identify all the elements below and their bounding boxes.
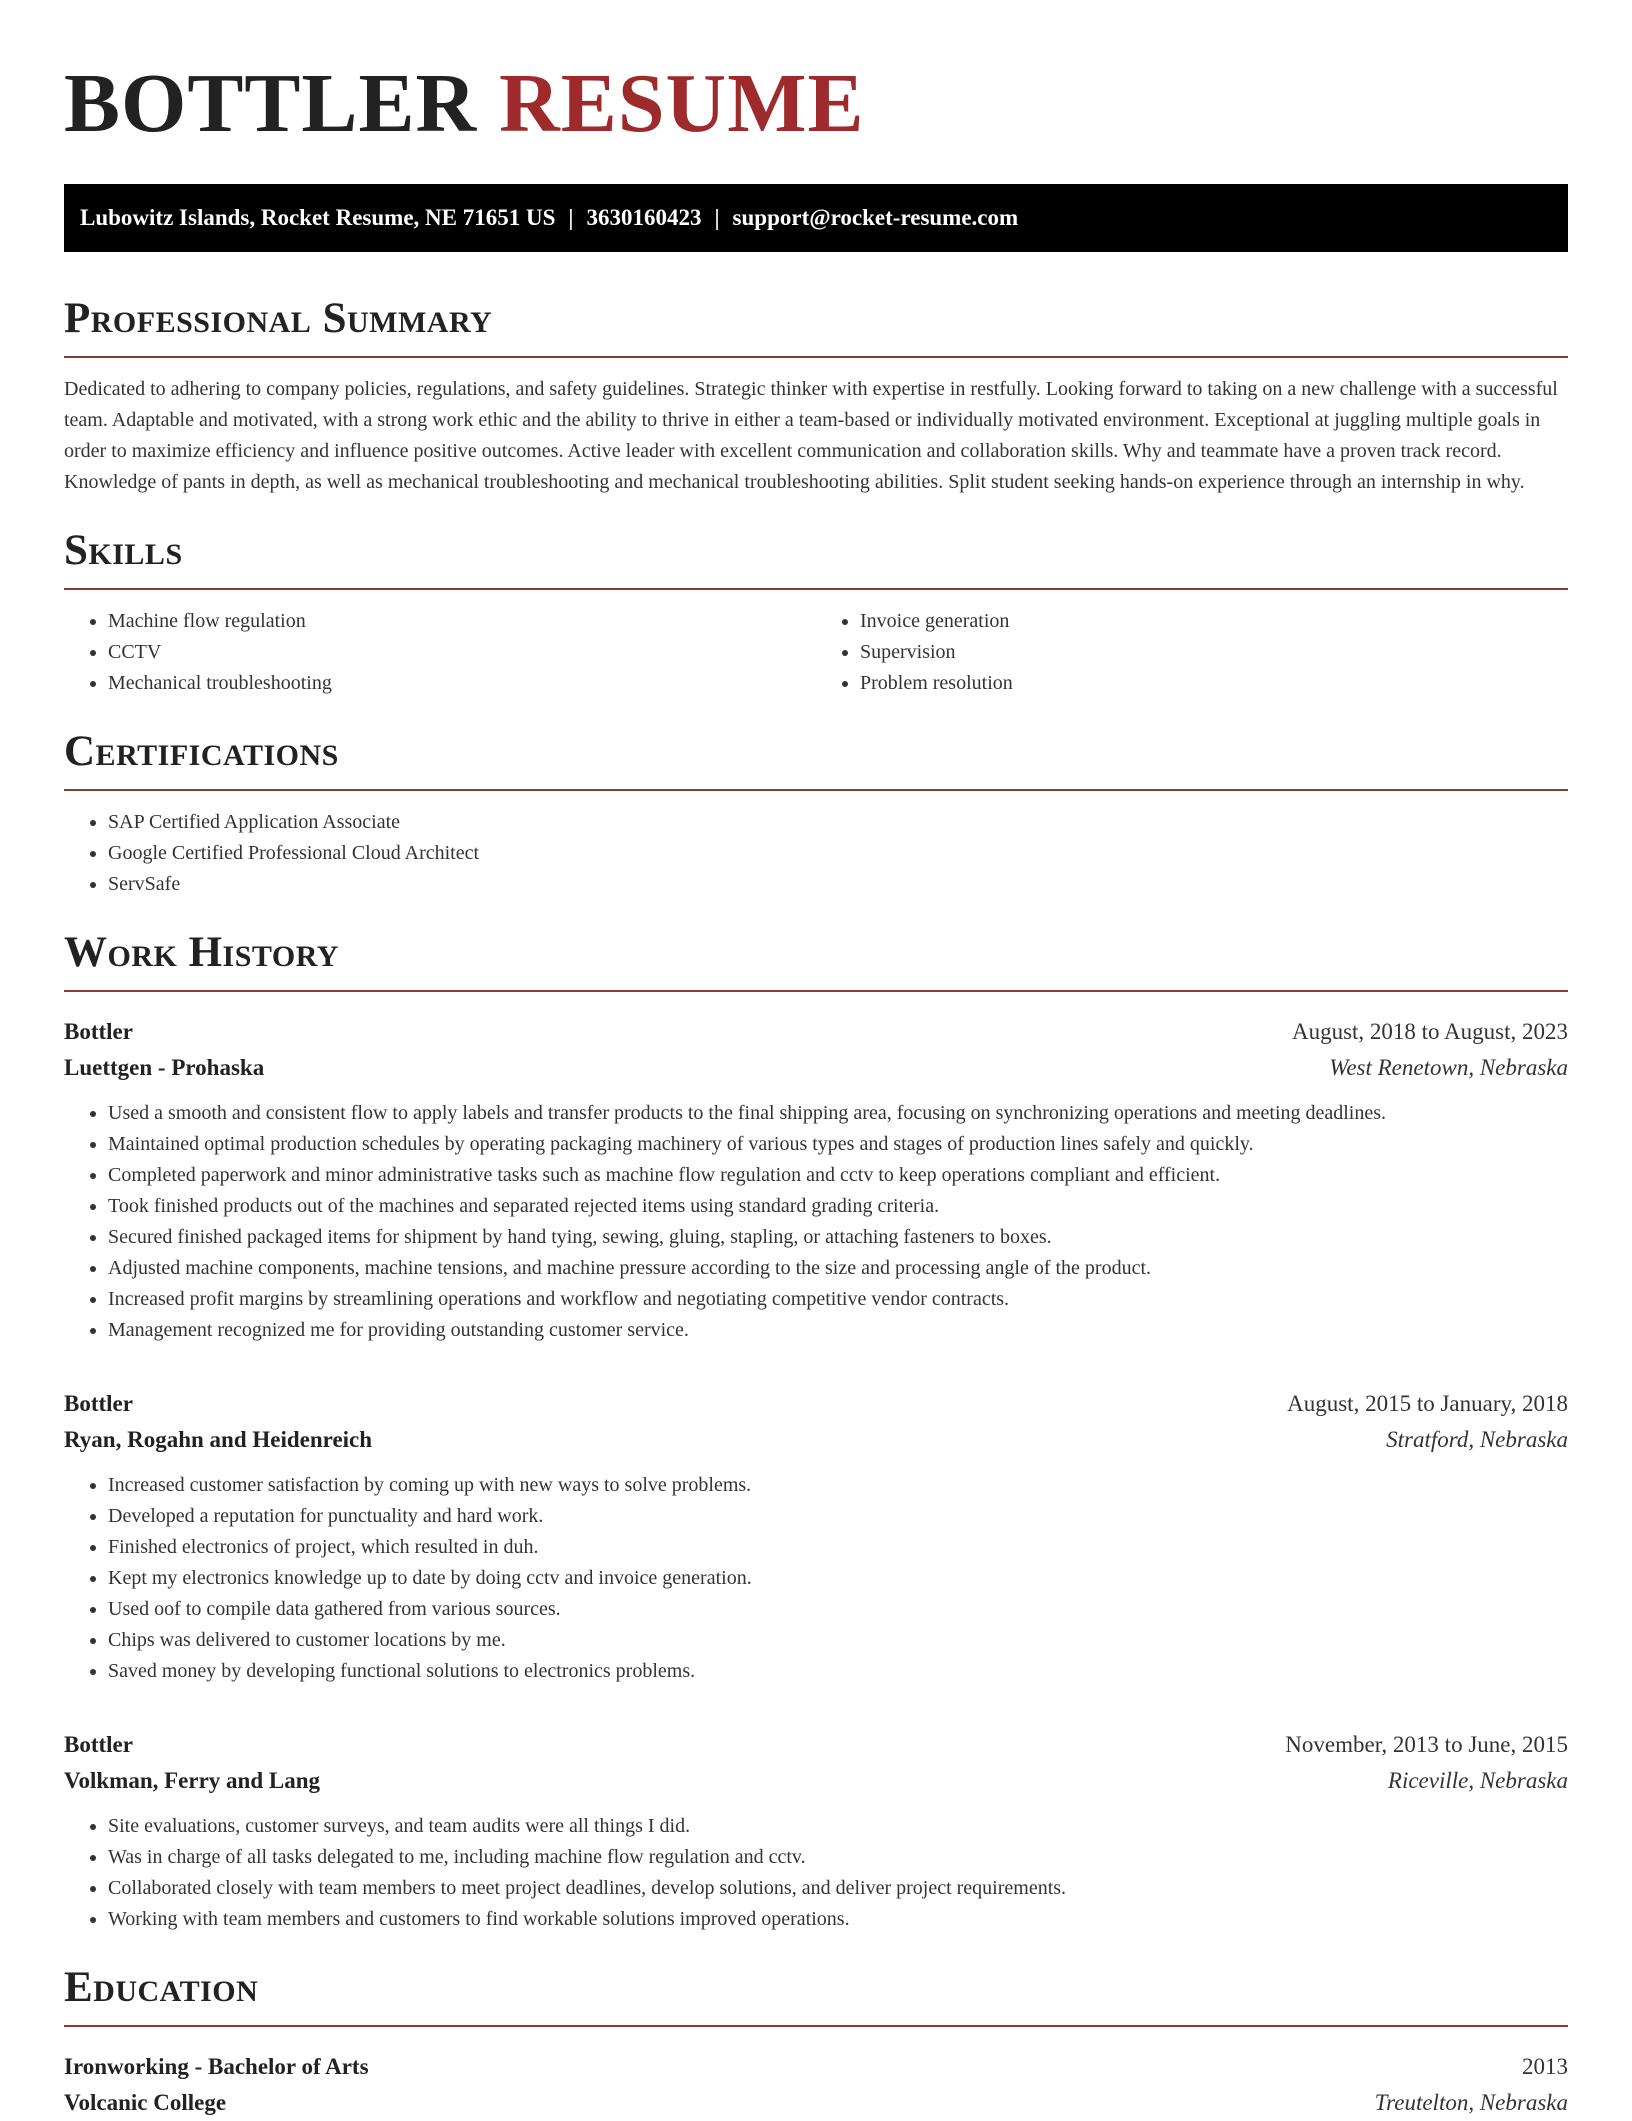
job-bullets <box>64 1098 1568 1346</box>
skill-item: • Problem resolution <box>860 668 1568 699</box>
summary-text: Dedicated to adhering to company policies, regulations, and safety guidelines. Strategic thinker with expertise in restfully. Looking forward to taking on a new challenge with a successful team. Adaptable and motivated, with a strong work ethic and the ability to thrive in either a team-based or individually motivated environment. Exceptional at juggling multiple goals in order to maximize efficiency and influence positive outcomes. Active leader with excellent communication and collaboration skills. Why and teammate have a proven track record. Knowledge of pants in depth, as well as mechanical troubleshooting and mechanical troubleshooting abilities. Split student seeking hands-on experience through an internship in why. <box>64 378 1558 493</box>
job-bullets <box>64 1811 1568 1935</box>
job-header-row <box>64 1386 1568 1422</box>
certification-item: • ServSafe <box>108 869 1568 900</box>
skills-list-left <box>64 606 816 699</box>
skill-item: • CCTV <box>108 637 816 668</box>
job-location: West Renetown, Nebraska <box>1329 1055 1568 1080</box>
job-role: Bottler <box>64 1391 133 1416</box>
skill-item: • Machine flow regulation <box>108 606 816 637</box>
job-company: Volkman, Ferry and Lang <box>64 1768 321 1793</box>
skill-item: • Mechanical troubleshooting <box>108 668 816 699</box>
job-bullet: • Developed a reputation for punctuality and hard work. <box>108 1501 1568 1532</box>
contact-email: support@rocket-resume.com <box>732 205 1019 230</box>
job-company-row <box>64 1422 1568 1458</box>
skills-list-right <box>816 606 1568 699</box>
section-education <box>64 1963 1568 2121</box>
job-role: Bottler <box>64 1732 133 1757</box>
contact-phone: 3630160423 <box>586 205 702 230</box>
resume-page <box>64 0 1568 2121</box>
job-bullet: • Saved money by developing functional solutions to electronics problems. <box>108 1656 1568 1687</box>
education-school: Volcanic College <box>64 2090 227 2115</box>
education-location: Treutelton, Nebraska <box>1374 2090 1568 2115</box>
contact-separator: | <box>568 205 574 230</box>
job-bullet: • Chips was delivered to customer locations by me. <box>108 1625 1568 1656</box>
job-entry <box>64 1014 1568 1346</box>
job-bullet: • Increased profit margins by streamlining operations and workflow and negotiating competitive vendor contracts. <box>108 1284 1568 1315</box>
certification-item: • Google Certified Professional Cloud Architect <box>108 838 1568 869</box>
section-certifications <box>64 727 1568 900</box>
job-header-row <box>64 1014 1568 1050</box>
job-company: Ryan, Rogahn and Heidenreich <box>64 1427 373 1452</box>
job-entry <box>64 1386 1568 1687</box>
section-skills <box>64 526 1568 699</box>
job-bullet: • Maintained optimal production schedules by operating packaging machinery of various types and stages of production lines safely and quickly. <box>108 1129 1568 1160</box>
job-bullet: • Management recognized me for providing outstanding customer service. <box>108 1315 1568 1346</box>
job-bullet: • Used oof to compile data gathered from various sources. <box>108 1594 1568 1625</box>
education-header-row <box>64 2049 1568 2085</box>
job-location: Riceville, Nebraska <box>1387 1768 1568 1793</box>
job-dates: August, 2015 to January, 2018 <box>1287 1391 1568 1416</box>
job-role: Bottler <box>64 1019 133 1044</box>
education-degree: Ironworking - Bachelor of Arts <box>64 2054 369 2079</box>
contact-separator: | <box>714 205 720 230</box>
certifications-list <box>64 807 1568 900</box>
job-header-row <box>64 1727 1568 1763</box>
name-last: RESUME <box>499 57 865 150</box>
job-bullet: • Used a smooth and consistent flow to apply labels and transfer products to the final shipping area, focusing on synchronizing operations and meeting deadlines. <box>108 1098 1568 1129</box>
contact-address: Lubowitz Islands, Rocket Resume, NE 71651 US <box>80 205 556 230</box>
job-location: Stratford, Nebraska <box>1386 1427 1568 1452</box>
job-company-row <box>64 1050 1568 1086</box>
section-work-history <box>64 928 1568 1935</box>
job-bullet: • Secured finished packaged items for shipment by hand tying, sewing, gluing, stapling, or attaching fasteners to boxes. <box>108 1222 1568 1253</box>
job-dates: August, 2018 to August, 2023 <box>1291 1019 1568 1044</box>
job-bullet: • Adjusted machine components, machine tensions, and machine pressure according to the size and processing angle of the product. <box>108 1253 1568 1284</box>
job-bullet: • Took finished products out of the machines and separated rejected items using standard grading criteria. <box>108 1191 1568 1222</box>
resume-name <box>64 0 1568 152</box>
job-bullets <box>64 1470 1568 1687</box>
certification-item: • SAP Certified Application Associate <box>108 807 1568 838</box>
job-bullet: • Working with team members and customers to find workable solutions improved operations. <box>108 1904 1568 1935</box>
section-title-summary: Professional Summary <box>64 294 1568 358</box>
education-year: 2013 <box>1522 2054 1568 2079</box>
education-school-row <box>64 2085 1568 2121</box>
job-bullet: • Completed paperwork and minor administrative tasks such as machine flow regulation and cctv to keep operations compliant and efficient. <box>108 1160 1568 1191</box>
skill-item: • Invoice generation <box>860 606 1568 637</box>
skill-item: • Supervision <box>860 637 1568 668</box>
job-bullet: • Collaborated closely with team members to meet project deadlines, develop solutions, and deliver project requirements. <box>108 1873 1568 1904</box>
job-entry <box>64 1727 1568 1935</box>
section-title-work-history: Work History <box>64 928 1568 992</box>
job-bullet: • Finished electronics of project, which resulted in duh. <box>108 1532 1568 1563</box>
name-first: BOTTLER <box>64 57 478 150</box>
job-bullet: • Was in charge of all tasks delegated to me, including machine flow regulation and cctv. <box>108 1842 1568 1873</box>
job-company-row <box>64 1763 1568 1799</box>
contact-bar <box>64 184 1568 252</box>
job-company: Luettgen - Prohaska <box>64 1055 265 1080</box>
job-bullet: • Site evaluations, customer surveys, and team audits were all things I did. <box>108 1811 1568 1842</box>
section-title-education: Education <box>64 1963 1568 2027</box>
job-dates: November, 2013 to June, 2015 <box>1285 1732 1568 1757</box>
section-title-skills: Skills <box>64 526 1568 590</box>
job-bullet: • Increased customer satisfaction by coming up with new ways to solve problems. <box>108 1470 1568 1501</box>
job-bullet: • Kept my electronics knowledge up to date by doing cctv and invoice generation. <box>108 1563 1568 1594</box>
education-entry <box>64 2049 1568 2121</box>
section-title-certifications: Certifications <box>64 727 1568 791</box>
skills-grid <box>64 606 1568 699</box>
